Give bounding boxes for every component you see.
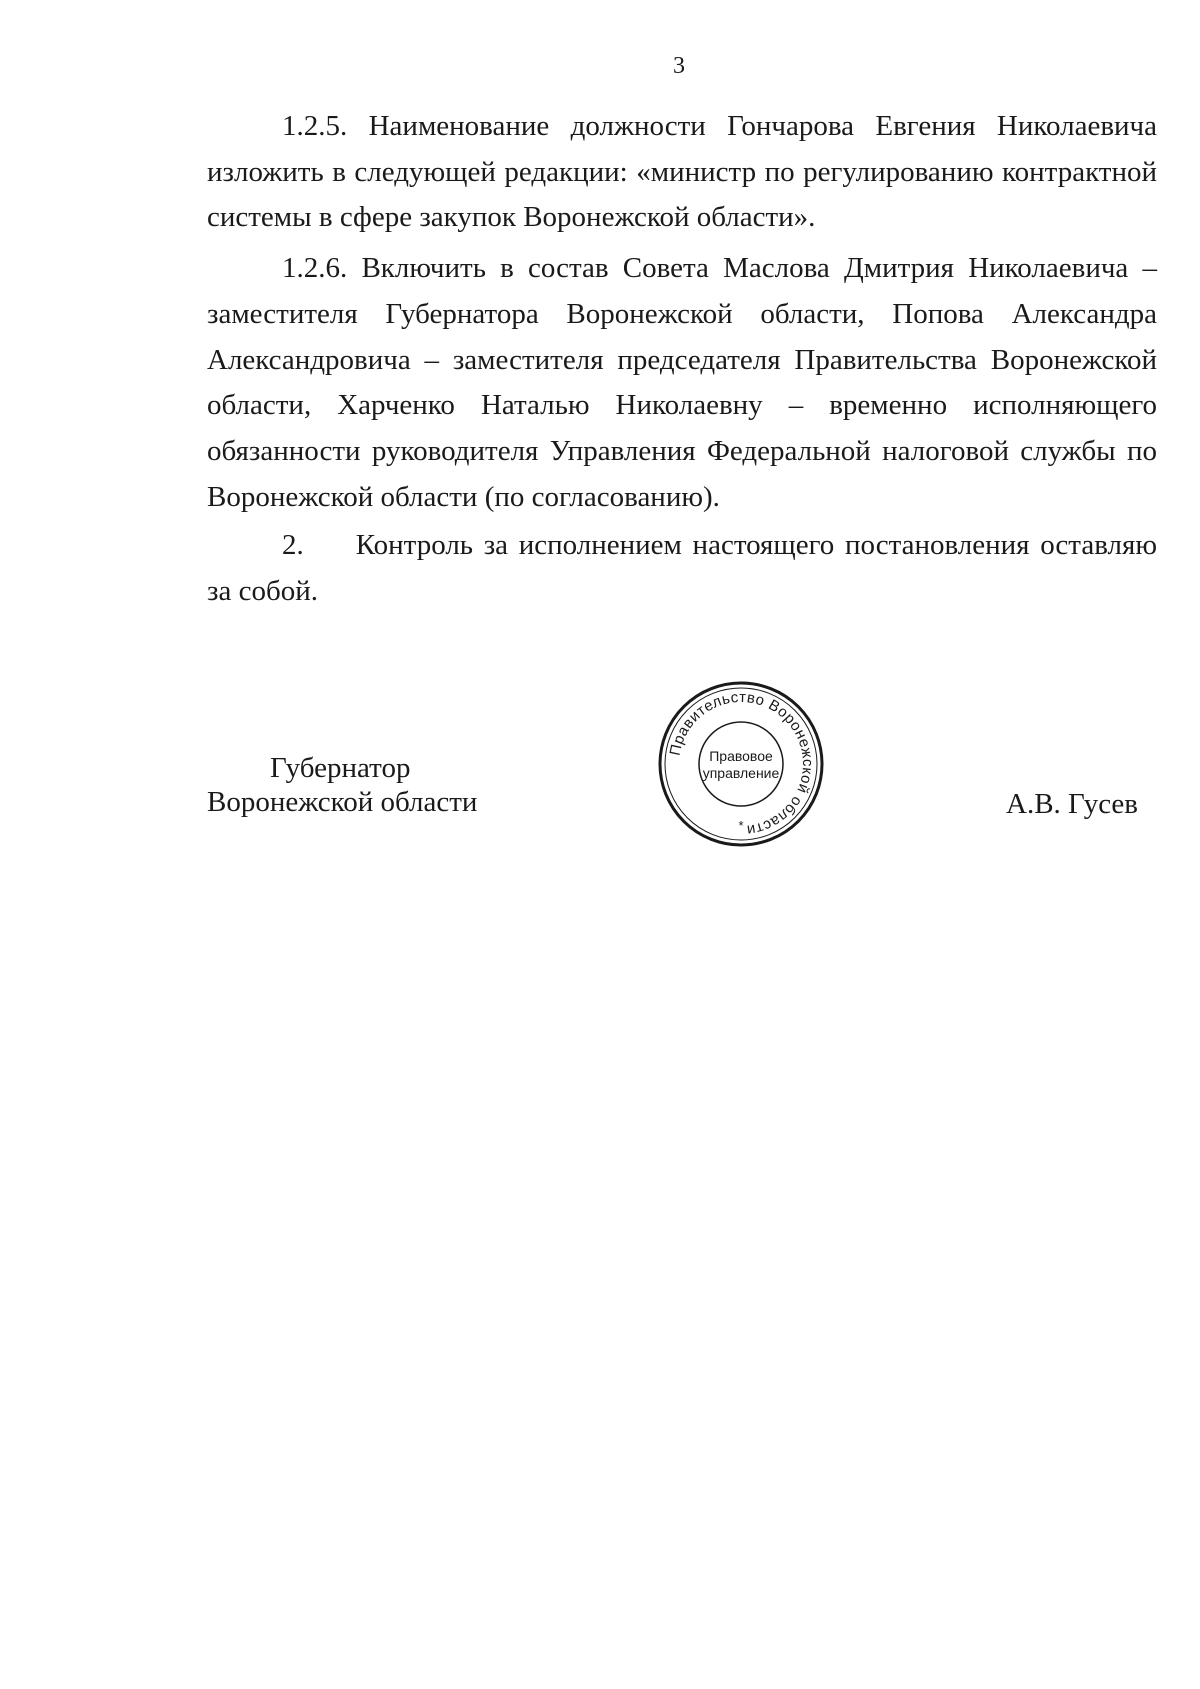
stamp-outer-text: Правительство Воронежской области <box>666 688 817 839</box>
signatory-title <box>207 751 477 819</box>
stamp-inner-line-1: Правовое <box>709 748 773 764</box>
stamp-inner-line-2: управление <box>702 765 780 781</box>
paragraph-text: Включить в состав Совета Маслова Дмитрия Николаевича – заместителя Губернатора Воронежской области, Попова Александра Александровича – заместителя председателя Правительства Воронежской области, Харченко Наталью Николаевну – временно исполняющего обязанности руководителя Управления Федеральной налоговой службы по Воронежской области (по согласованию). <box>207 252 1158 513</box>
paragraph-text: Наименование должности Гончарова Евгения Николаевича изложить в следующей редакции: «министр по регулированию контрактной системы в сфере закупок Воронежской области». <box>207 110 1158 234</box>
official-stamp <box>657 680 825 848</box>
signatory-name: А.В. Гусев <box>1006 788 1138 820</box>
paragraph-1-2-6 <box>207 246 1157 520</box>
stamp-star: * <box>738 818 744 833</box>
paragraph-text: Контроль за исполнением настоящего постановления оставляю за собой. <box>207 529 1157 608</box>
signatory-title-line-2: Воронежской области <box>207 786 478 818</box>
paragraph-number: 1.2.6. <box>282 252 348 285</box>
paragraph-2 <box>207 523 1157 614</box>
signatory-title-line-1: Губернатор <box>270 752 411 784</box>
paragraph-number: 2. <box>282 529 304 562</box>
document-body <box>207 104 1157 615</box>
paragraph-1-2-5 <box>207 104 1157 241</box>
paragraph-number: 1.2.5. <box>282 110 348 142</box>
page-number: 3 <box>673 53 685 79</box>
